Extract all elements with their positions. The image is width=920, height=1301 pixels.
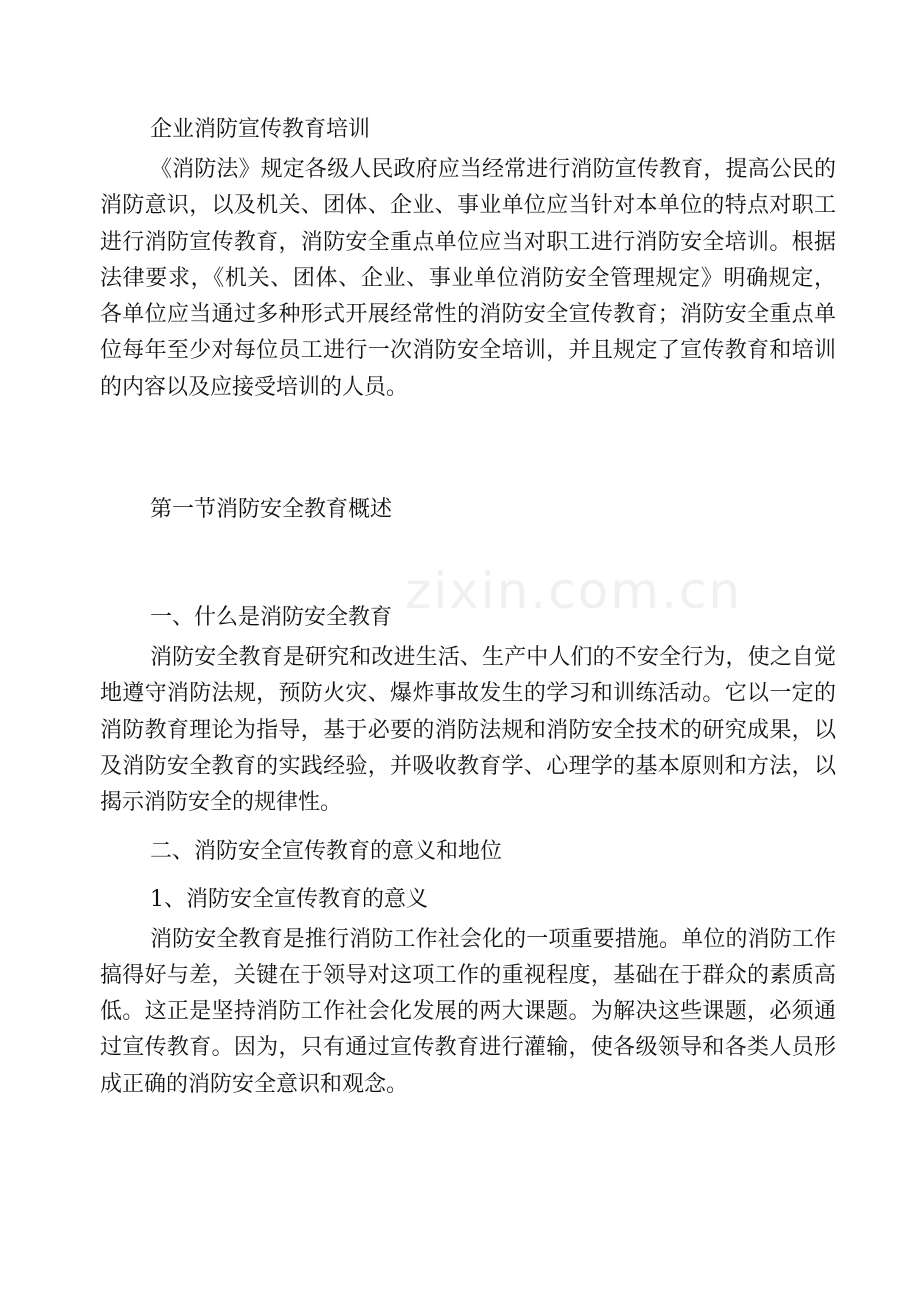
- heading-what-is-fire-safety-education: 一、什么是消防安全教育: [150, 605, 393, 631]
- paragraph-significance: 消防安全教育是推行消防工作社会化的一项重要措施。单位的消防工作搞得好与差，关键在于领导对这项工作的重视程度，基础在于群众的素质高低。这正是坚持消防工作社会化发展的两大课题。为解决这些课题，必须通过宣传教育。因为，只有通过宣传教育进行灌输，使各级领导和各类人员形成正确的消防安全意识和观念。: [100, 926, 836, 1097]
- heading-significance-and-status: 二、消防安全宣传教育的意义和地位: [150, 838, 503, 864]
- document-title: 企业消防宣传教育培训: [150, 117, 371, 142]
- paragraph-fire-safety-education-definition: 消防安全教育是研究和改进生活、生产中人们的不安全行为，使之自觉地遵守消防法规，预防火灾、爆炸事故发生的学习和训练活动。它以一定的消防教育理论为指导，基于必要的消防法规和消防安全技术的研究成果，以及消防安全教育的实践经验，并吸收教育学、心理学的基本原则和方法，以揭示消防安全的规律性。: [100, 645, 836, 816]
- watermark-text: zixin.com.cn: [405, 562, 743, 620]
- heading-significance: 1、消防安全宣传教育的意义: [150, 886, 428, 912]
- document-page: [100, 112, 836, 1103]
- intro-paragraph: 《消防法》规定各级人民政府应当经常进行消防宣传教育，提高公民的消防意识，以及机关、团体、企业、事业单位应当针对本单位的特点对职工进行消防宣传教育，消防安全重点单位应当对职工进行消防安全培训。根据法律要求，《机关、团体、企业、事业单位消防安全管理规定》明确规定，各单位应当通过多种形式开展经常性的消防安全宣传教育；消防安全重点单位每年至少对每位员工进行一次消防安全培训，并且规定了宣传教育和培训的内容以及应接受培训的人员。: [100, 157, 836, 400]
- section-title: 第一节消防安全教育概述: [150, 497, 393, 523]
